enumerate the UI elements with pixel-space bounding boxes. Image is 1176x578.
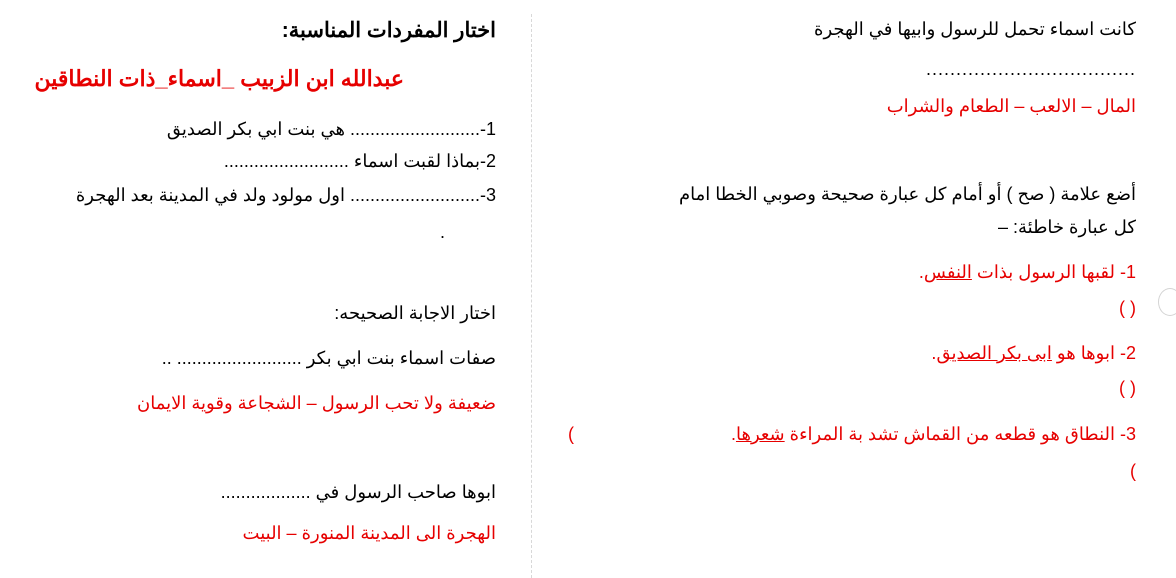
word-bank: عبدالله ابن الزبيب _اسماء_ذات النطاقين	[34, 66, 404, 91]
statement-2-period: .	[931, 343, 937, 363]
margin-comment-marker[interactable]	[1158, 288, 1176, 316]
statement-1-text: 1- لقبها الرسول بذات	[971, 262, 1136, 282]
statement-3-paren-close[interactable]: )	[1130, 461, 1136, 481]
true-false-instruction-line2: كل عبارة خاطئة: –	[997, 217, 1136, 237]
statement-3	[731, 423, 1136, 445]
true-false-instruction-line1: أضع علامة ( صح ) أو أمام كل عبارة صحيحة وصوبي الخطا امام	[678, 184, 1136, 204]
choose-title: اختار الاجابة الصحيحه:	[334, 303, 496, 323]
statement-2	[931, 342, 1136, 364]
statement-2-answer-box[interactable]: ( )	[1119, 378, 1136, 398]
fill-blank-1: 1-.......................... هي بنت ابي بكر الصديق	[166, 119, 496, 139]
question-blank: ...................................	[925, 59, 1136, 79]
statement-1-period: .	[918, 262, 924, 282]
column-divider	[531, 14, 532, 578]
question-answer: المال – الالعب – الطعام والشراب	[886, 96, 1136, 116]
section-title: اختار المفردات المناسبة:	[281, 19, 496, 42]
fill-blank-2: 2-بماذا لقبت اسماء .........................	[223, 151, 496, 171]
choice-question-2: ابوها صاحب الرسول في ..................	[220, 482, 496, 502]
choice-question-1: صفات اسماء بنت ابي بكر ......................... ..	[161, 348, 496, 368]
statement-1-underlined: النفس	[923, 262, 972, 282]
choice-answer-1: ضعيفة ولا تحب الرسول – الشجاعة وقوية الايمان	[137, 393, 496, 413]
choice-answer-2: الهجرة الى المدينة المنورة – البيت	[242, 523, 496, 543]
statement-3-underlined: شعرها	[735, 424, 785, 444]
stray-dot: .	[440, 222, 446, 242]
statement-3-paren-open[interactable]: (	[568, 424, 574, 444]
statement-1-answer-box[interactable]: ( )	[1119, 298, 1136, 318]
fill-blank-3: 3-.......................... اول مولود ولد في المدينة بعد الهجرة	[75, 185, 496, 205]
statement-1	[919, 261, 1136, 283]
statement-2-underlined: ابى بكر الصديق	[936, 343, 1052, 363]
statement-3-period: .	[730, 424, 736, 444]
statement-2-text: 2- ابوها هو	[1051, 343, 1136, 363]
statement-3-text: 3- النطاق هو قطعه من القماش تشد بة المراءة	[784, 424, 1136, 444]
question-intro: كانت اسماء تحمل للرسول وابيها في الهجرة	[814, 19, 1136, 39]
